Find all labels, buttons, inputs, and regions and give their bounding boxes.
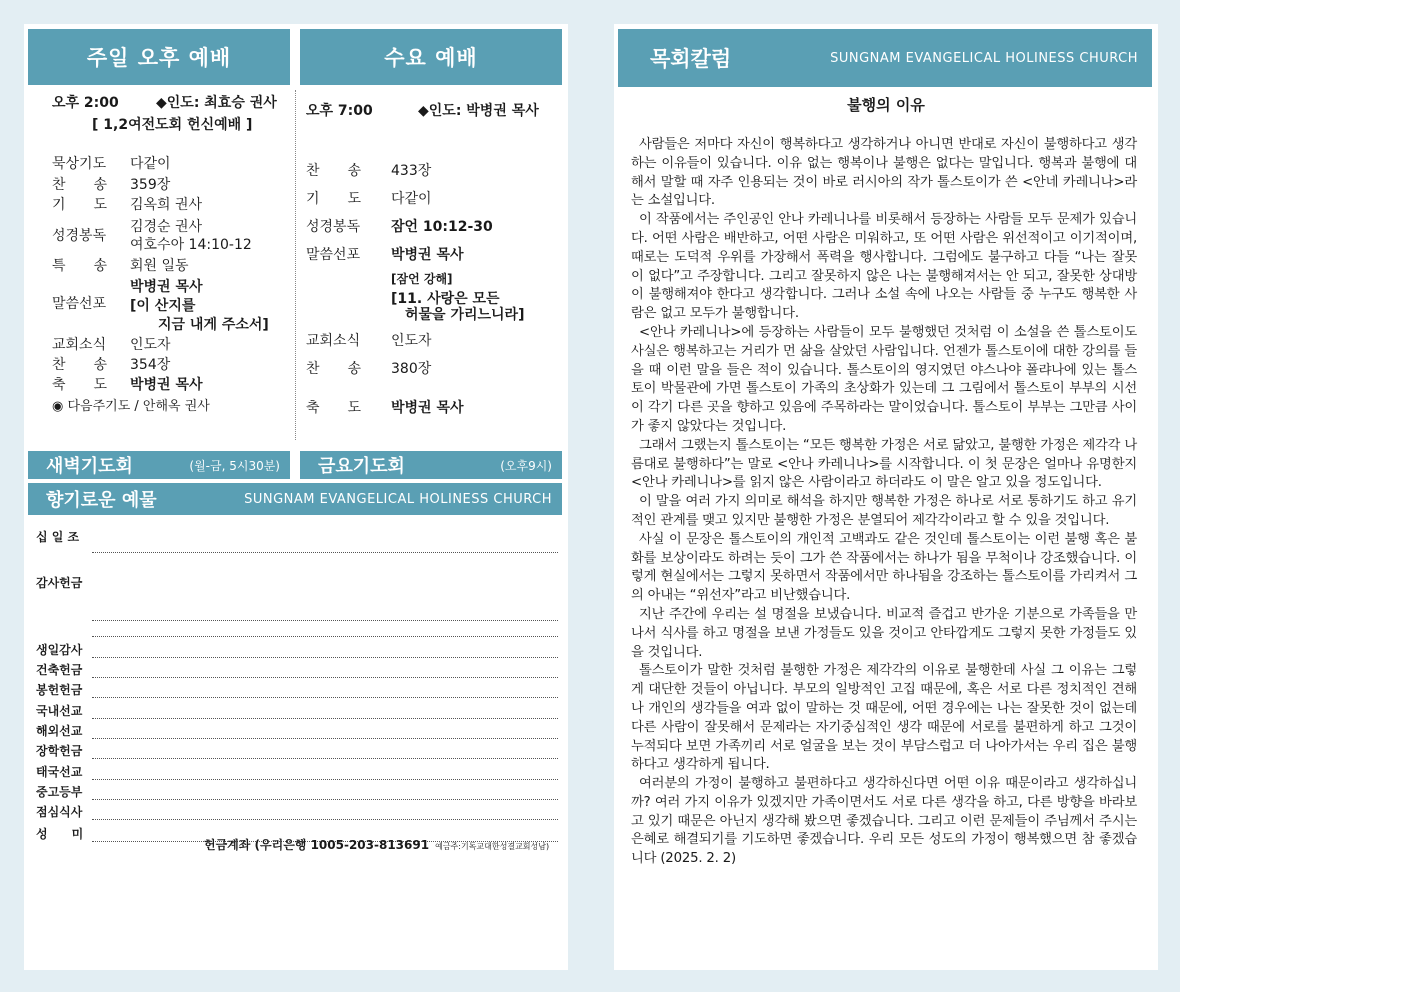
offering-account <box>204 836 549 853</box>
wednesday-row: 축 도 박병권 목사 <box>306 400 464 416</box>
wednesday-service-order <box>300 90 562 440</box>
offering-item: 점심식사 <box>36 805 83 819</box>
offering-item: 중고등부 <box>36 785 83 799</box>
sunday-row: 교회소식 인도자 <box>52 337 171 353</box>
sunday-row: 찬 송 354장 <box>52 357 171 373</box>
column-divider <box>295 90 296 440</box>
dawn-prayer-strip <box>28 451 290 479</box>
offering-item: 성 미 <box>36 827 84 841</box>
friday-prayer-strip <box>300 451 562 479</box>
offering-line <box>92 758 558 759</box>
wednesday-service-title: 수요 예배 <box>384 46 478 70</box>
column-paragraph: 여러분의 가정이 불행하고 불편하다고 생각하신다면 어떤 이유 때문이라고 생각하십니까? 여러 가지 이유가 있겠지만 가족이면서도 서로 다른 생각을 하고, 다른 방향을 바라보고 있기 때문은 아닌지 생각해 봤으면 좋겠습니다. 그리고 이런 문제들이 주님께서 주시는 은혜로 해결되기를 기도하면 좋겠습니다. 우리 모든 성도의 가정이 행복했으면 참 좋겠습니다 (2025. 2. 2) <box>631 776 1137 867</box>
column-header <box>618 29 1152 87</box>
column-title: 불행의 이유 <box>847 96 925 114</box>
sunday-leader: ◆인도: 최효승 권사 <box>156 95 277 111</box>
wednesday-row: [11. 사랑은 모든 <box>391 291 500 307</box>
wednesday-row: 성경봉독 잠언 10:12-30 <box>306 219 493 235</box>
offering-line <box>92 718 558 719</box>
offering-line <box>92 552 558 553</box>
sunday-row: 특 송 회원 일동 <box>52 258 189 274</box>
column-body <box>631 136 1137 869</box>
offering-item: 국내선교 <box>36 704 83 718</box>
offering-line <box>92 819 558 820</box>
column-paragraph: 이 말을 여러 가지 의미로 해석을 하지만 행복한 가정은 하나로 서로 통하기도 하고 유기적인 관계를 맺고 있지만 불행한 가정은 분열되어 제각각이라고 할 수 있을 것입니다. <box>631 494 1137 528</box>
offering-item: 건축헌금 <box>36 663 83 677</box>
offering-line <box>92 677 558 678</box>
wednesday-row: 찬 송 380장 <box>306 361 432 377</box>
sunday-row: 박병권 목사 <box>130 279 203 295</box>
wednesday-row: 기 도 다같이 <box>306 191 432 207</box>
wednesday-service-header <box>300 29 562 85</box>
sunday-row: 말씀선포 [이 산지를 <box>52 296 196 314</box>
friday-prayer-title: 금요기도회 <box>318 456 405 477</box>
sunday-row: 축 도 박병권 목사 <box>52 377 203 393</box>
offering-item: 봉헌헌금 <box>36 683 83 697</box>
sunday-service-order <box>24 90 294 440</box>
offering-line <box>92 779 558 780</box>
offering-item: 태국선교 <box>36 765 83 779</box>
offering-line <box>92 636 558 637</box>
account-holder: 예금주:기독교대한성결교회성남) <box>435 842 550 851</box>
offering-item: 장학헌금 <box>36 744 83 758</box>
sunday-subtitle: [ 1,2여전도회 헌신예배 ] <box>92 117 253 133</box>
sunday-row: 여호수아 14:10-12 <box>130 237 252 253</box>
left-page <box>24 24 568 970</box>
wednesday-row: 말씀선포 박병권 목사 <box>306 247 464 263</box>
wednesday-row: 찬 송 433장 <box>306 163 432 179</box>
wednesday-row: [잠언 강해] <box>391 272 453 286</box>
column-paragraph: 지난 주간에 우리는 설 명절을 보냈습니다. 비교적 즐겁고 반가운 기분으로 가족들을 만나서 식사를 하고 명절을 보낸 가정들도 있을 것이고 안타깝게도 그렇지 못한 가정들도 있을 것입니다. <box>631 606 1137 660</box>
sunday-time: 오후 2:00 <box>52 95 119 111</box>
column-paragraph: <안나 카레니나>에 등장하는 사람들이 모두 불행했던 것처럼 이 소설을 쓴 톨스토이도 사실은 행복하고는 거리가 먼 삶을 살았던 사람입니다. 언젠가 톨스토이에 대한 강의를 들을 때 이런 말을 들은 적이 있습니다. 톨스토이의 영지였던 야스나야 폴랴나에 있는 톨스토이 박물관에 가면 톨스토이 가족의 초상화가 있는데 그 그림에서 톨스토이 부부의 시선이 각기 다른 곳을 향하고 있음에 주목하라는 말이었습니다. 톨스토이 부부는 그만큼 사이가 좋지 않았다는 것입니다. <box>631 324 1137 434</box>
column-paragraph: 그래서 그랬는지 톨스토이는 “모든 행복한 가정은 서로 닮았고, 불행한 가정은 제각각 나름대로 불행하다”는 말로 <안나 카레니나>를 시작합니다. 이 첫 문장은 얼마나 유명한지 <안나 카레니나>를 읽지 않은 사람이라고 하더라도 이 말은 알고 있을 정도입니다. <box>631 437 1137 491</box>
offering-item: 감사헌금 <box>36 576 83 590</box>
sunday-service-title: 주일 오후 예배 <box>86 46 232 70</box>
offering-church-name: SUNGNAM EVANGELICAL HOLINESS CHURCH <box>244 491 552 507</box>
sunday-row: 기 도 김옥희 권사 <box>52 197 203 213</box>
wednesday-leader: ◆인도: 박병권 목사 <box>418 103 539 119</box>
offering-item: 십 일 조 <box>36 530 80 544</box>
offering-line <box>92 620 558 621</box>
offering-item: 생일감사 <box>36 643 83 657</box>
offering-line <box>92 799 558 800</box>
sunday-row: 묵상기도 다같이 <box>52 156 171 172</box>
column-paragraph: 사실 이 문장은 톨스토이의 개인적 고백과도 같은 것인데 톨스토이는 이런 불행 혹은 불화를 보상이라도 하려는 듯이 그가 쓴 작품에서는 하나가 됨을 무척이나 강조했습니다. 이렇게 현실에서는 그렇지 못하면서 작품에서만 하나됨을 강조하는 톨스토이를 가리켜서 그의 아내는 “위선자”라고 비난했습니다. <box>631 531 1137 604</box>
offering-line <box>92 697 558 698</box>
offering-item: 해외선교 <box>36 724 83 738</box>
sunday-service-header <box>28 29 290 85</box>
friday-prayer-time: (오후9시) <box>500 458 552 473</box>
right-page <box>614 24 1158 970</box>
dawn-prayer-time: (월-금, 5시30분) <box>189 458 280 473</box>
wednesday-row: 교회소식 인도자 <box>306 333 432 349</box>
account-number: 헌금계좌 (우리은행 1005-203-813691 <box>204 838 430 852</box>
column-church-name: SUNGNAM EVANGELICAL HOLINESS CHURCH <box>830 50 1138 66</box>
offering-title: 향기로운 예물 <box>46 490 157 511</box>
sunday-row: 찬 송 359장 <box>52 177 171 193</box>
sunday-row: 성경봉독 김경순 권사 <box>52 219 203 244</box>
wednesday-time: 오후 7:00 <box>306 103 373 119</box>
offering-line <box>92 738 558 739</box>
sunday-row: 지금 내게 주소서] <box>130 317 269 333</box>
column-paragraph: 톨스토이가 말한 것처럼 불행한 가정은 제각각의 이유로 불행한데 사실 그 이유는 그렇게 대단한 것들이 아닙니다. 부모의 일방적인 고집 때문에, 혹은 서로 다른 정치적인 견해나 개인의 생각들을 여과 없이 말하는 것 때문에, 어떤 경우에는 나는 잘못한 것이 없는데 다른 사람이 잘못해서 문제라는 자기중심적인 생각 때문에 서로를 불편하게 하고 그것이 누적되다 보면 가족끼리 서로 얼굴을 보는 것이 부담스럽고 더 나아가서는 우리 집은 불행하다고 생각하게 됩니다. <box>631 663 1137 773</box>
dawn-prayer-title: 새벽기도회 <box>46 456 133 477</box>
offering-header <box>28 483 562 515</box>
column-header-title: 목회칼럼 <box>650 47 732 71</box>
column-paragraph: 사람들은 저마다 자신이 행복하다고 생각하거나 아니면 반대로 자신이 불행하다고 생각하는 이유들이 있습니다. 이유 없는 행복이나 불행은 없다는 말입니다. 행복과 불행에 대해서 말할 때 자주 인용되는 것이 바로 러시아의 작가 톨스토이가 쓴 <안네 카레니나>라는 소설입니다. <box>631 137 1137 209</box>
wednesday-row: 허물을 가리느니라] <box>391 307 525 323</box>
column-paragraph: 이 작품에서는 주인공인 안나 카레니나를 비롯해서 등장하는 사람들 모두 문제가 있습니다. 어떤 사람은 배반하고, 어떤 사람은 미워하고, 또 어떤 사람은 위선적이고 이기적이며, 때로는 도덕적 우위를 가장해서 폭력을 행사합니다. 그럼에도 불구하고 다들 “나는 잘못이 없다”고 주장합니다. 그리고 잘못하지 않은 나는 불행해져서는 안 되고, 잘못한 상대방이 불행해져야 한다고 생각합니다. 그러나 소설 속에 나오는 사람들 중 누구도 행복한 사람은 없고 모두가 불행합니다. <box>631 212 1137 322</box>
offering-line <box>92 657 558 658</box>
next-week-prayer: ◉ 다음주기도 / 안해옥 권사 <box>52 399 210 414</box>
